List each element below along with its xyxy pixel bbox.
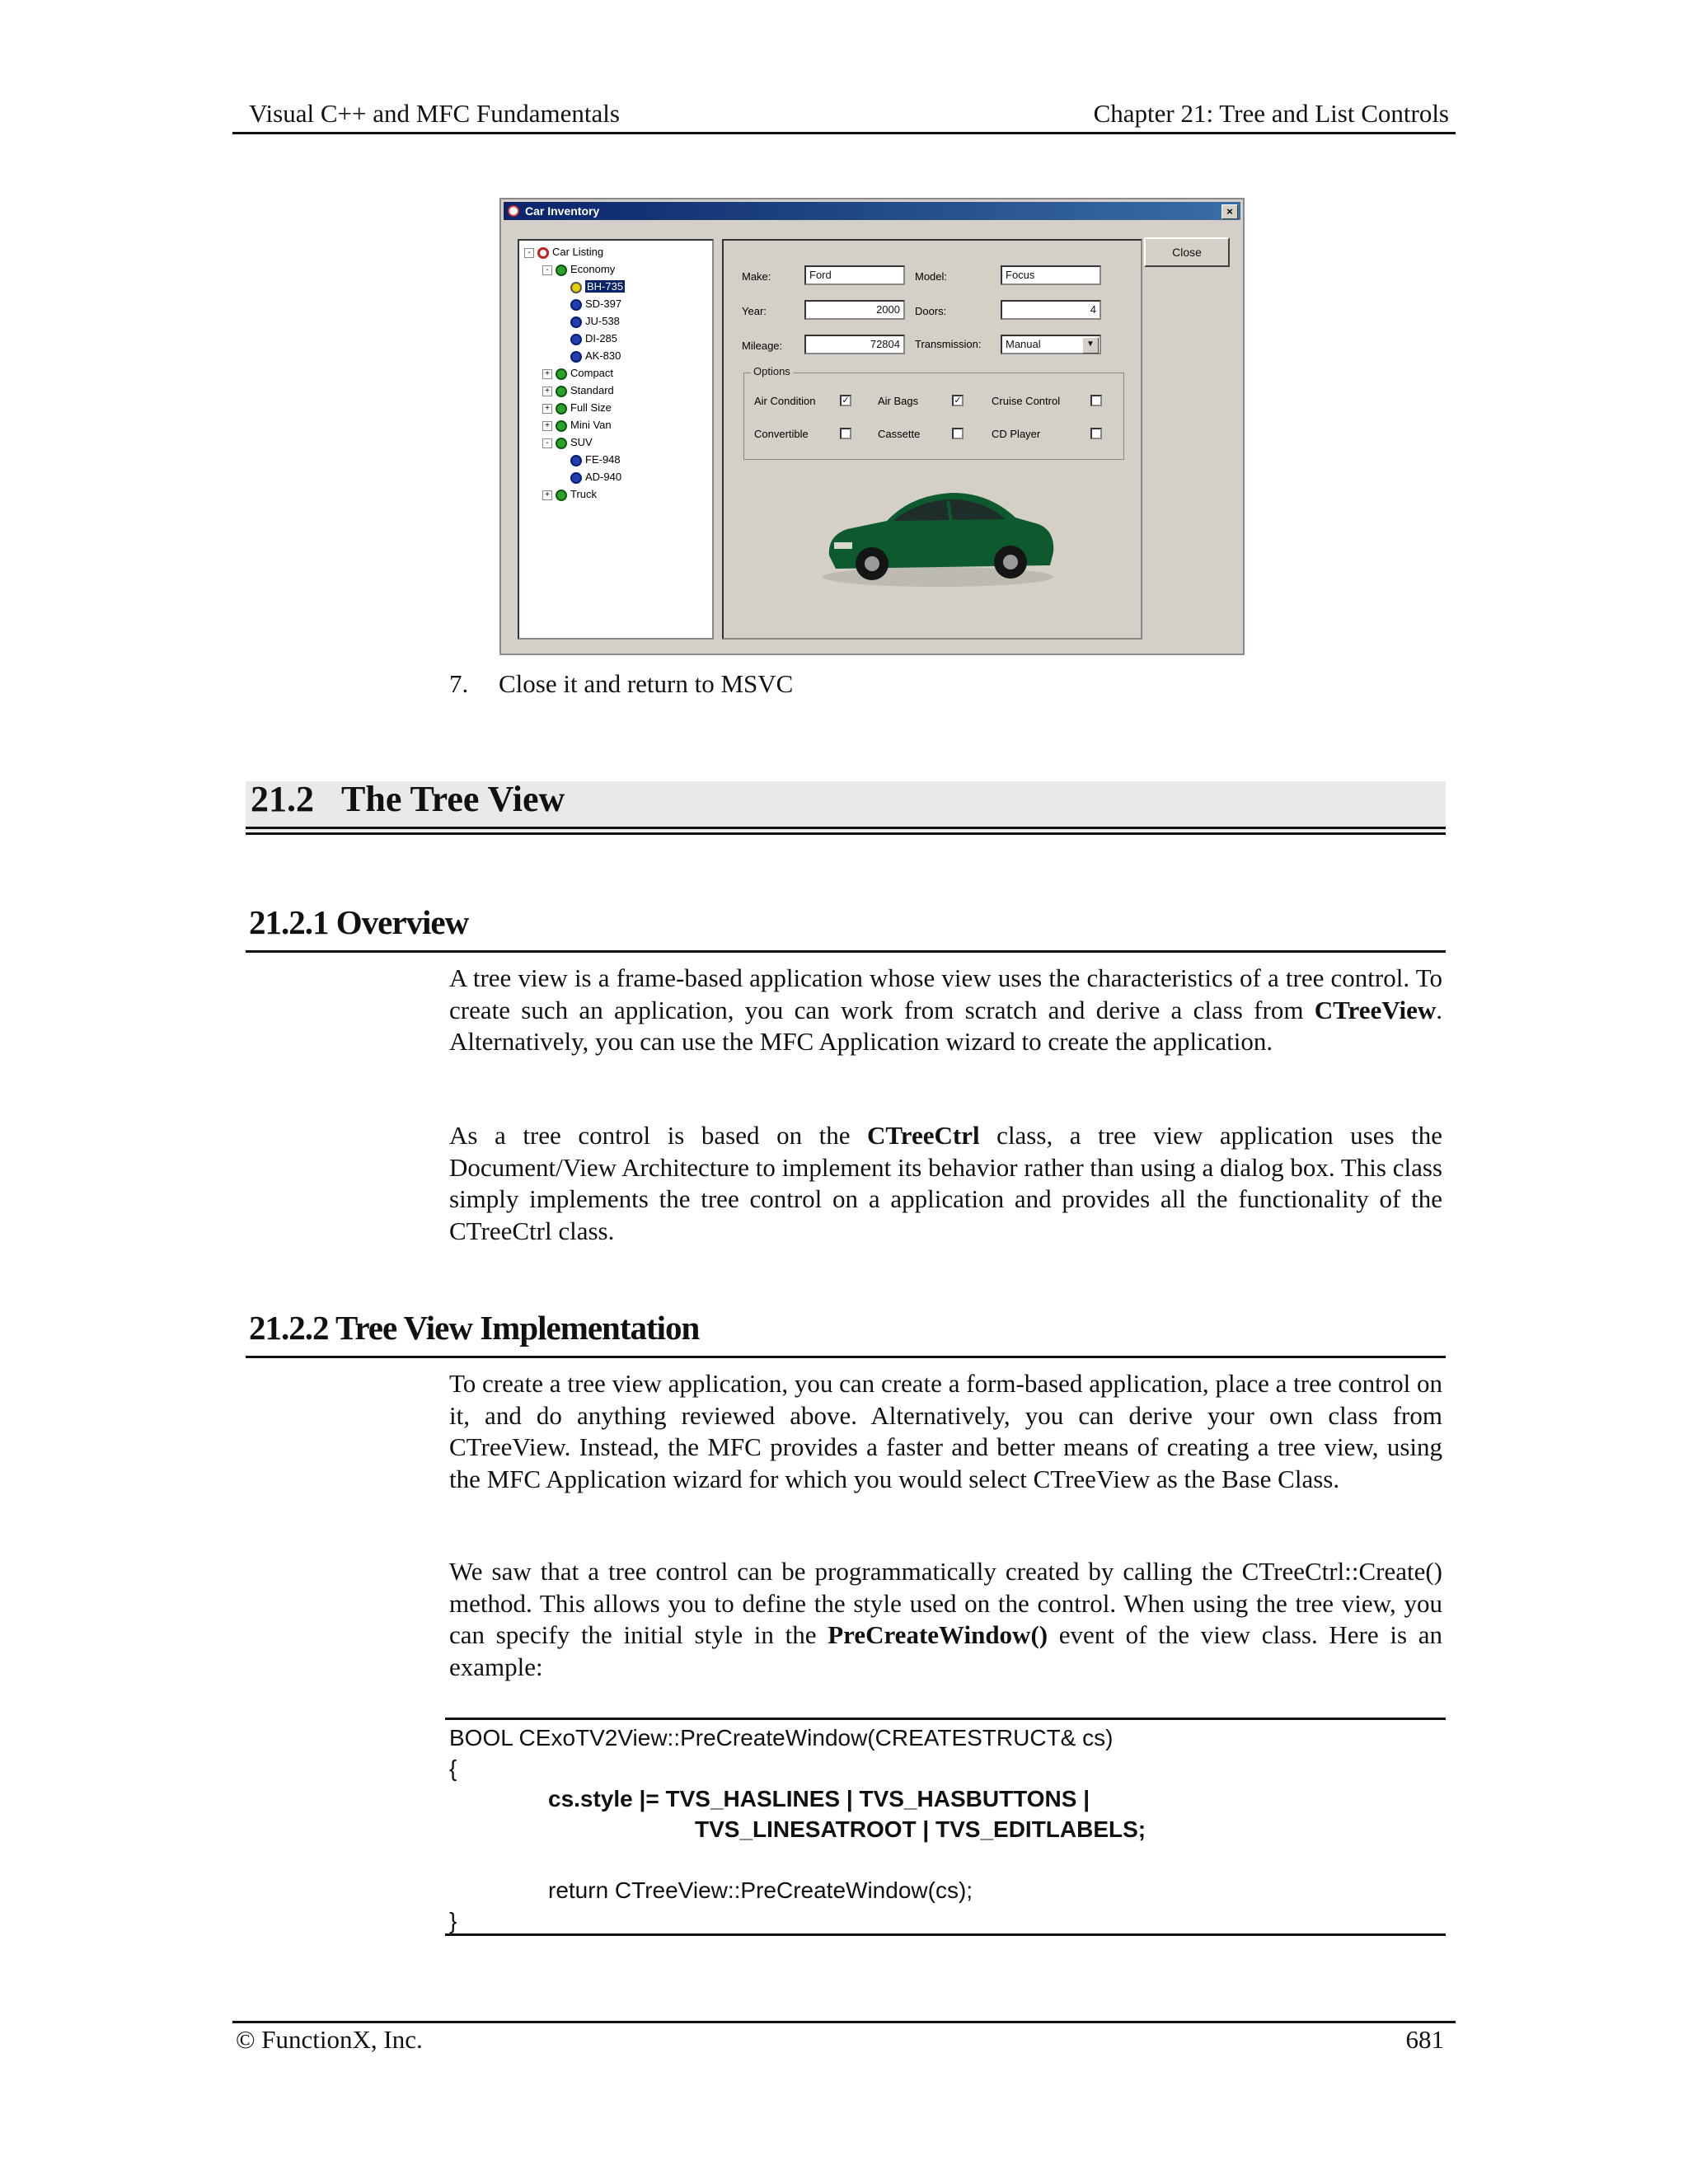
implementation-paragraph: To create a tree view application, you can create a form-based application, place a tree control on it, and do anything reviewed above. Alternatively, you can derive your own class from CTreeView. Instead, the MFC provides a faster and better means of creating a tree view, using the MFC Application wizard for which you would select CTreeView as the Base Class. — [449, 1369, 1442, 1493]
air-bags-checkbox[interactable]: ✓ — [952, 395, 964, 406]
step-item — [449, 669, 793, 699]
code-line: cs.style |= TVS_HASLINES | TVS_HASBUTTONS | — [548, 1786, 1090, 1811]
expand-icon[interactable]: + — [542, 490, 552, 500]
expand-icon[interactable]: + — [542, 421, 552, 431]
tree-item[interactable] — [542, 400, 612, 416]
car-inventory-screenshot — [499, 198, 1245, 655]
doors-label: Doors: — [915, 305, 947, 317]
tree-item-label: Car Listing — [552, 246, 604, 258]
air-condition-checkbox[interactable]: ✓ — [840, 395, 851, 406]
page-number: 681 — [1405, 2025, 1444, 2054]
make-label: Make: — [742, 270, 771, 283]
subsection-rule — [246, 950, 1446, 953]
tree-item[interactable] — [542, 486, 597, 503]
close-icon[interactable]: × — [1221, 204, 1238, 219]
expand-icon[interactable]: + — [542, 387, 552, 396]
category-icon — [556, 420, 567, 432]
collapse-icon[interactable]: - — [524, 248, 534, 258]
tree-item-label: Economy — [570, 263, 616, 275]
subsection-heading: 21.2.1 Overview — [249, 903, 469, 941]
code-line: } — [449, 1908, 457, 1933]
footer-copyright: © FunctionX, Inc. — [236, 2025, 423, 2054]
code-bottom-rule — [445, 1933, 1446, 1936]
tree-item-label: SD-397 — [585, 298, 622, 310]
car-icon — [570, 455, 582, 466]
code-line: { — [449, 1755, 457, 1781]
tree-control[interactable] — [518, 239, 714, 640]
category-icon — [556, 403, 567, 415]
tree-item-label: FE-948 — [585, 453, 621, 466]
running-header-right: Chapter 21: Tree and List Controls — [1093, 99, 1449, 128]
model-label: Model: — [915, 270, 948, 283]
car-listing-icon — [537, 247, 549, 259]
section-number: 21.2 — [251, 779, 314, 819]
transmission-label: Transmission: — [915, 338, 982, 350]
app-icon — [508, 205, 519, 217]
category-icon — [556, 265, 567, 276]
tree-item[interactable] — [542, 434, 593, 451]
tree-item[interactable] — [570, 469, 621, 485]
tree-item-label: Full Size — [570, 401, 612, 414]
code-line: TVS_LINESATROOT | TVS_EDITLABELS; — [695, 1816, 1146, 1842]
overview-paragraph: As a tree control is based on the CTreeCtrl class, a tree view application uses the Document/View Architecture to implement its behavior rather than using a dialog box. This class simply implements the tree control on a application and provides all the functionality of the CTreeCtrl class. — [449, 1121, 1442, 1245]
options-label: Options — [751, 365, 793, 377]
tree-item-label: Mini Van — [570, 419, 612, 431]
collapse-icon[interactable]: - — [542, 265, 552, 275]
mileage-field[interactable]: 72804 — [804, 335, 905, 354]
mileage-label: Mileage: — [742, 340, 783, 352]
car-icon — [570, 299, 582, 311]
expand-icon[interactable]: + — [542, 404, 552, 414]
car-image — [814, 463, 1062, 595]
cd-player-checkbox[interactable] — [1090, 428, 1102, 439]
implementation-paragraph: We saw that a tree control can be programmatically created by calling the CTreeCtrl::Create() method. This allows you to define the style used on the control. When using the tree view, you can specify the initial style in the PreCreateWindow() event of the view class. Here is an example: — [449, 1557, 1442, 1681]
running-header-left: Visual C++ and MFC Fundamentals — [249, 99, 620, 128]
tree-item[interactable] — [524, 244, 603, 260]
car-icon — [570, 316, 582, 328]
option-label: Cruise Control — [992, 395, 1061, 407]
section-title: The Tree View — [341, 779, 565, 819]
dropdown-arrow-icon[interactable]: ▼ — [1082, 337, 1099, 354]
tree-item-label: AD-940 — [585, 471, 622, 483]
subsection-rule — [246, 1356, 1446, 1358]
tree-item-label: SUV — [570, 436, 593, 448]
overview-paragraph: A tree view is a frame-based application whose view uses the characteristics of a tree control. To create such an application, you can work from scratch and derive a class from CTreeView. Alternatively, you can use the MFC Application wizard to create the application. — [449, 963, 1442, 1056]
code-line: return CTreeView::PreCreateWindow(cs); — [548, 1877, 973, 1903]
category-icon — [556, 490, 567, 501]
tree-item[interactable] — [570, 313, 620, 330]
tree-item-label: Compact — [570, 367, 614, 379]
options-group — [743, 365, 1124, 460]
category-icon — [556, 368, 567, 380]
dialog-titlebar — [504, 202, 1240, 220]
transmission-select[interactable] — [1001, 335, 1101, 354]
expand-icon[interactable]: + — [542, 369, 552, 379]
car-icon — [570, 334, 582, 345]
cruise-control-checkbox[interactable] — [1090, 395, 1102, 406]
cassette-checkbox[interactable] — [952, 428, 964, 439]
option-label: CD Player — [992, 428, 1041, 440]
tree-item[interactable] — [542, 365, 613, 382]
step-number: 7. — [449, 669, 469, 698]
close-button[interactable]: Close — [1144, 237, 1230, 267]
tree-item-label: AK-830 — [585, 349, 621, 362]
tree-item-selected[interactable] — [570, 279, 625, 295]
transmission-value: Manual — [1006, 338, 1041, 350]
code-top-rule — [445, 1718, 1446, 1720]
tree-item[interactable] — [570, 330, 617, 347]
tree-item-label: DI-285 — [585, 332, 618, 344]
car-icon — [570, 472, 582, 484]
category-icon — [556, 438, 567, 449]
tree-item[interactable] — [542, 417, 612, 434]
header-rule — [232, 132, 1456, 134]
year-label: Year: — [742, 305, 767, 317]
car-icon — [570, 282, 582, 293]
collapse-icon[interactable]: - — [542, 438, 552, 448]
make-field[interactable]: Ford — [804, 265, 905, 285]
convertible-checkbox[interactable] — [840, 428, 851, 439]
year-field[interactable]: 2000 — [804, 300, 905, 320]
option-label: Air Bags — [878, 395, 919, 407]
model-field[interactable]: Focus — [1001, 265, 1101, 285]
tree-item[interactable] — [570, 452, 621, 468]
section-rule — [246, 827, 1446, 829]
subsection-heading: 21.2.2 Tree View Implementation — [249, 1309, 700, 1347]
section-rule — [246, 832, 1446, 835]
option-label: Cassette — [878, 428, 921, 440]
code-line: BOOL CExoTV2View::PreCreateWindow(CREATESTRUCT& cs) — [449, 1725, 1114, 1750]
step-text: Close it and return to MSVC — [499, 669, 794, 698]
section-heading — [251, 778, 565, 820]
tree-item[interactable] — [570, 348, 621, 364]
option-label: Convertible — [754, 428, 809, 440]
doors-field[interactable]: 4 — [1001, 300, 1101, 320]
car-icon — [570, 351, 582, 363]
footer-rule — [232, 2021, 1456, 2023]
tree-item[interactable] — [542, 382, 614, 399]
tree-item[interactable] — [570, 296, 621, 312]
dialog-title: Car Inventory — [525, 204, 600, 218]
option-label: Air Condition — [754, 395, 816, 407]
category-icon — [556, 386, 567, 397]
tree-item-label: Standard — [570, 384, 614, 396]
tree-item-label: Truck — [570, 488, 598, 500]
tree-item[interactable] — [542, 261, 615, 278]
tree-item-label: BH-735 — [587, 280, 624, 293]
tree-item-label: JU-538 — [585, 315, 620, 327]
